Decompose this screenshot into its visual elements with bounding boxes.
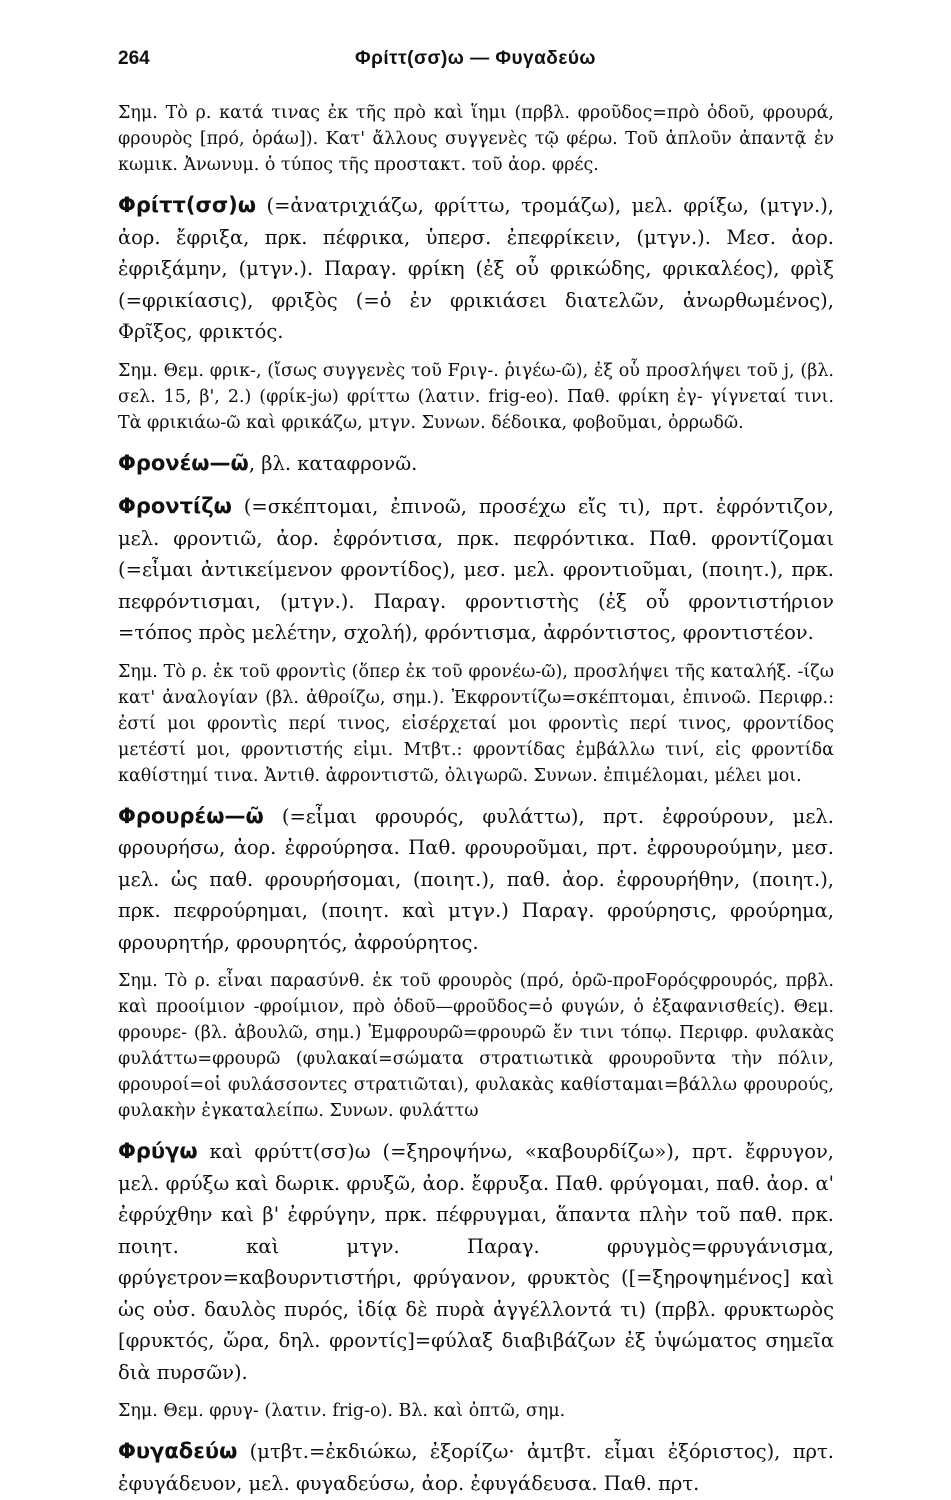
dictionary-entry xyxy=(118,190,834,348)
entry-text: (=εἶμαι φρουρός, φυλάττω), πρτ. ἐφρούρουν, μελ. φρουρήσω, ἀορ. ἐφρούρησα. Παθ. φρουροῦμαι, πρτ. ἐφρουρούμην, μεσ. μελ. ὡς παθ. φρουρήσομαι, (ποιητ.), παθ. ἀορ. ἐφρουρήθην, (ποιητ.), πρκ. πεφρούρημαι, (ποιητ. καὶ μτγν.) Παραγ. φρούρησις, φρούρημα, φρουρητήρ, φρουρητός, ἀφρούρητος. xyxy=(118,804,834,954)
dictionary-entry xyxy=(118,801,834,959)
entry-text: (=ἀνατριχιάζω, φρίττω, τρομάζω), μελ. φρίξω, (μτγν.), ἀορ. ἔφριξα, πρκ. πέφρικα, ὑπερσ. ἐπεφρίκειν, (μτγν.). Μεσ. ἀορ. ἐφριξάμην, (μτγν.). Παραγ. φρίκη (ἐξ οὗ φρικώδης, φρικαλέος), φρὶξ (=φρικίασις), φριξὸς (=ὁ ἐν φρικιάσει διατελῶν, ἀνωρθωμένος), Φρῖξος, φρικτός. xyxy=(118,194,834,343)
dictionary-entry xyxy=(118,491,834,649)
entry-headword: Φροντίζω xyxy=(118,494,232,518)
page-header xyxy=(118,48,833,78)
etymology-note: Σημ. Θεμ. φρικ-, (ἴσως συγγενὲς τοῦ Fριγ-. ῥιγέω-ῶ), ἐξ οὗ προσλήψει τοῦ j, (βλ. σελ. 15, β', 2.) (φρίκ-jω) φρίττω (λατιν. frig-eo). Παθ. φρίκη ἐγ- γίγνεταί τινι. Τὰ φρικιάω-ῶ καὶ φρικάζω, μτγν. Συνων. δέδοικα, φοβοῦμαι, ὀρρωδῶ. xyxy=(118,360,834,433)
etymology-note: Σημ. Τὸ ρ. εἶναι παρασύνθ. ἐκ τοῦ φρουρὸς (πρό, ὁρῶ-προFορόςφρουρός, πρβλ. καὶ προοίμιον -φροίμιον, πρὸ ὁδοῦ—φροῦδος=ὁ φυγών, ὁ ἐξαφανισθείς). Θεμ. φρουρε- (βλ. ἀβουλῶ, σημ.) Ἐμφρουρῶ=φρουρῶ ἔν τινι τόπῳ. Περιφρ. φυλακὰς φυλάττω=φρουρῶ (φυλακαί=σώματα στρατιωτικὰ φρουροῦντα τὴν πόλιν, φρουροί=οἱ φυλάσσοντες στρατιῶται), φυλακὰς καθίσταμαι=βάλλω φρουρούς, φυλακὴν ἐγκαταλείπω. Συνων. φυλάττω xyxy=(118,971,834,1121)
dictionary-entry xyxy=(118,1436,834,1499)
entry-headword: Φρουρέω—ῶ xyxy=(118,803,264,828)
entry-text: , βλ. καταφρονῶ. xyxy=(248,451,418,475)
entry-text: (=σκέπτομαι, ἐπινοῶ, προσέχω εἴς τι), πρτ. ἐφρόντιζον, μελ. φροντιῶ, ἀορ. ἐφρόντισα, πρκ. πεφρόντικα. Παθ. φροντίζομαι (=εἶμαι ἀντικείμενον φροντίδος), μεσ. μελ. φροντιοῦμαι, (ποιητ.), πρκ. πεφρόντισμαι, (μτγν.). Παραγ. φροντιστὴς (ἐξ οὗ φροντιστήριον =τόπος πρὸς μελέτην, σχολή), φρόντισμα, ἀφρόντιστος, φροντιστέον. xyxy=(118,495,834,644)
etymology-note: Σημ. Τὸ ρ. κατά τινας ἐκ τῆς πρὸ καὶ ἵημι (πρβλ. φροῦδος=πρὸ ὁδοῦ, φρουρά, φρουρὸς [πρό, ὁράω]). Κατ' ἄλλους συγγενὲς τῷ φέρω. Τοῦ ἁπλοῦν ἀπαντᾷ ἐν κωμικ. Ἀνωνυμ. ὁ τύπος τῆς προστακτ. τοῦ ἀορ. φρές. xyxy=(118,103,834,175)
entry-text: (μτβτ.=ἐκδιώκω, ἐξορίζω· ἀμτβτ. εἶμαι ἐξόριστος), πρτ. ἐφυγάδευον, μελ. φυγαδεύσω, ἀορ. ἐφυγάδευσα. Παθ. πρτ. xyxy=(118,1440,834,1495)
etymology-note: Σημ. Τὸ ρ. ἐκ τοῦ φροντὶς (ὅπερ ἐκ τοῦ φρονέω-ῶ), προσλήψει τῆς καταλήξ. -ίζω κατ' ἀναλογίαν (βλ. ἀθροίζω, σημ.). Ἐκφροντίζω=σκέπτομαι, ἐπινοῶ. Περιφρ.: ἐστί μοι φροντὶς περί τινος, εἰσέρχεταί μοι φροντὶς περί τινος, φροντίδος μετέστί μοι, φροντιστής εἰμι. Μτβτ.: φροντίδας ἐμβάλλω τινί, εἰς φροντίδα καθίστημί τινα. Ἀντιθ. ἀφροντιστῶ, ὀλιγωρῶ. Συνων. ἐπιμέλομαι, μέλει μοι. xyxy=(118,661,834,786)
dictionary-entry xyxy=(118,448,834,480)
entry-text: καὶ φρύττ(σσ)ω (=ξηροψήνω, «καβουρδίζω»), πρτ. ἔφρυγον, μελ. φρύξω καὶ δωρικ. φρυξῶ, ἀορ. ἔφρυξα. Παθ. φρύγομαι, παθ. ἀορ. α' ἐφρύχθην καὶ β' ἐφρύγην, πρκ. πέφρυγμαι, ἅπαντα πλὴν τοῦ παθ. πρκ. ποιητ. καὶ μτγν. Παραγ. φρυγμὸς=φρυγάνισμα, φρύγετρον=καβουρντιστήρι, φρύγανον, φρυκτὸς ([=ξηροψημένος] καὶ ὡς οὐσ. δαυλὸς πυρός, ἰδίᾳ δὲ πυρὰ ἀγγέλλοντά τι) (πρβλ. φρυκτωρὸς [φρυκτός, ὥρα, δηλ. φροντίς]=φύλαξ διαβιβάζων ἐξ ὑψώματος σημεῖα διὰ πυρσῶν). xyxy=(118,1140,834,1384)
entry-headword: Φυγαδεύω xyxy=(118,1439,238,1463)
entry-headword: Φρίττ(σσ)ω xyxy=(118,193,257,217)
running-title: Φρίττ(σσ)ω — Φυγαδεύω xyxy=(355,48,596,69)
dictionary-entry xyxy=(118,1136,834,1388)
entry-headword: Φρονέω—ῶ xyxy=(118,450,249,475)
entry-headword: Φρύγω xyxy=(118,1139,198,1163)
page-number: 264 xyxy=(118,48,150,69)
page-body xyxy=(118,100,834,1499)
etymology-note: Σημ. Θεμ. φρυγ- (λατιν. frig-o). Βλ. καὶ ὀπτῶ, σημ. xyxy=(118,1401,566,1421)
